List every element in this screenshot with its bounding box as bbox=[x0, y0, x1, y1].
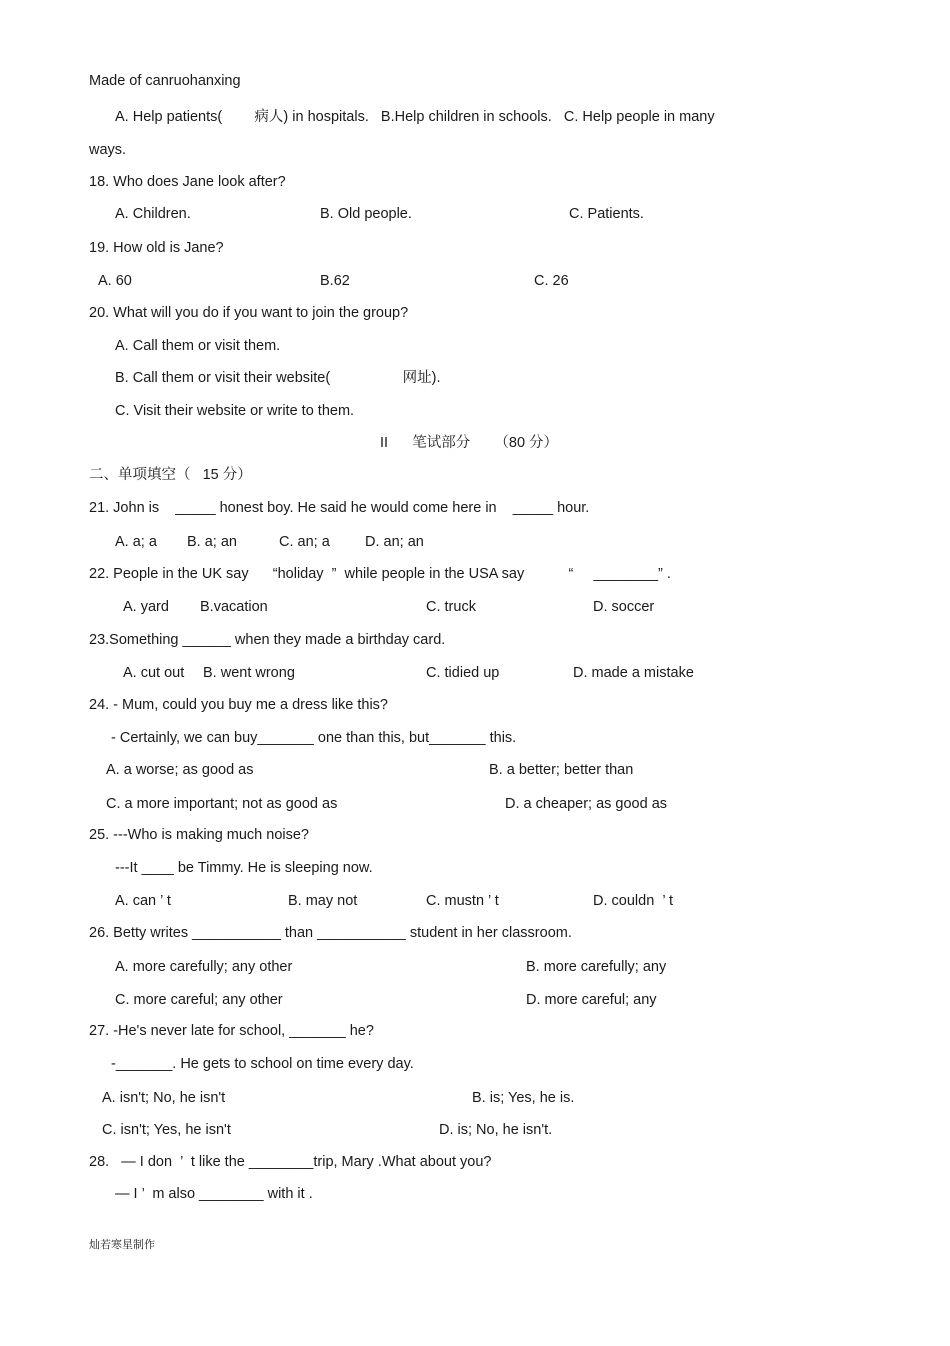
q27-stem: 27. -He's never late for school, _______ he? bbox=[89, 1023, 374, 1039]
q25-option-c: C. mustn ’ t bbox=[426, 893, 499, 909]
q23-option-a: A. cut out bbox=[123, 665, 185, 681]
q19-option-a: A. 60 bbox=[98, 273, 132, 289]
q27-option-d: D. is; No, he isn't. bbox=[439, 1122, 553, 1138]
q20-option-c: C. Visit their website or write to them. bbox=[115, 403, 355, 419]
q24-stem: 24. - Mum, could you buy me a dress like this? bbox=[89, 697, 388, 713]
q24-option-a: A. a worse; as good as bbox=[106, 762, 254, 778]
section-2-heading: 二、单项填空（ 15 分） bbox=[89, 467, 252, 483]
q21-option-c: C. an; a bbox=[279, 534, 330, 550]
q18-option-b: B. Old people. bbox=[320, 206, 412, 222]
q26-option-d: D. more careful; any bbox=[526, 992, 657, 1008]
q22-option-c: C. truck bbox=[426, 599, 476, 615]
q24-option-d: D. a cheaper; as good as bbox=[505, 796, 668, 812]
section-ii-heading: II 笔试部分 （80 分） bbox=[380, 435, 559, 451]
q22-option-b: B.vacation bbox=[200, 599, 268, 615]
q20-option-b: B. Call them or visit their website( 网址). bbox=[115, 370, 441, 386]
q22-option-a: A. yard bbox=[123, 599, 169, 615]
q26-option-a: A. more carefully; any other bbox=[115, 959, 293, 975]
q18-stem: 18. Who does Jane look after? bbox=[89, 174, 286, 190]
q25-reply: ---It ____ be Timmy. He is sleeping now. bbox=[115, 860, 373, 876]
q19-option-c: C. 26 bbox=[534, 273, 569, 289]
q23-option-c: C. tidied up bbox=[426, 665, 500, 681]
q19-stem: 19. How old is Jane? bbox=[89, 240, 224, 256]
q24-option-b: B. a better; better than bbox=[489, 762, 634, 778]
q27-option-b: B. is; Yes, he is. bbox=[472, 1090, 575, 1106]
q22-option-d: D. soccer bbox=[593, 599, 655, 615]
q26-option-b: B. more carefully; any bbox=[526, 959, 667, 975]
q25-option-d: D. couldn ’ t bbox=[593, 893, 674, 909]
footer-text: 灿若寒星制作 bbox=[89, 1238, 155, 1251]
q17-options: A. Help patients( 病人) in hospitals. B.Help children in schools. C. Help people in many bbox=[115, 109, 715, 125]
q21-option-b: B. a; an bbox=[187, 534, 237, 550]
q23-option-d: D. made a mistake bbox=[573, 665, 694, 681]
q27-reply: -_______. He gets to school on time every day. bbox=[111, 1056, 414, 1072]
q17-continuation: ways. bbox=[89, 142, 127, 158]
q27-option-a: A. isn't; No, he isn't bbox=[102, 1090, 226, 1106]
q26-stem: 26. Betty writes ___________ than ___________ student in her classroom. bbox=[89, 925, 572, 941]
q18-option-c: C. Patients. bbox=[569, 206, 644, 222]
q24-option-c: C. a more important; not as good as bbox=[106, 796, 338, 812]
q25-stem: 25. ---Who is making much noise? bbox=[89, 827, 309, 843]
q19-option-b: B.62 bbox=[320, 273, 350, 289]
q23-option-b: B. went wrong bbox=[203, 665, 295, 681]
q28-reply: — I ’ m also ________ with it . bbox=[115, 1186, 313, 1202]
q20-stem: 20. What will you do if you want to join the group? bbox=[89, 305, 409, 321]
q18-option-a: A. Children. bbox=[115, 206, 191, 222]
q21-option-d: D. an; an bbox=[365, 534, 424, 550]
q21-option-a: A. a; a bbox=[115, 534, 157, 550]
q27-option-c: C. isn't; Yes, he isn't bbox=[102, 1122, 231, 1138]
q24-reply: - Certainly, we can buy_______ one than this, but_______ this. bbox=[111, 730, 517, 746]
q20-option-a: A. Call them or visit them. bbox=[115, 338, 281, 354]
q26-option-c: C. more careful; any other bbox=[115, 992, 283, 1008]
q22-stem: 22. People in the UK say “holiday ” while people in the USA say “ ________” . bbox=[89, 566, 671, 582]
q28-stem: 28. — I don ’ t like the ________trip, Mary .What about you? bbox=[89, 1154, 492, 1170]
header-text: Made of canruohanxing bbox=[89, 73, 241, 89]
q23-stem: 23.Something ______ when they made a birthday card. bbox=[89, 632, 446, 648]
q25-option-a: A. can ’ t bbox=[115, 893, 171, 909]
q21-stem: 21. John is _____ honest boy. He said he would come here in _____ hour. bbox=[89, 500, 590, 516]
q25-option-b: B. may not bbox=[288, 893, 358, 909]
